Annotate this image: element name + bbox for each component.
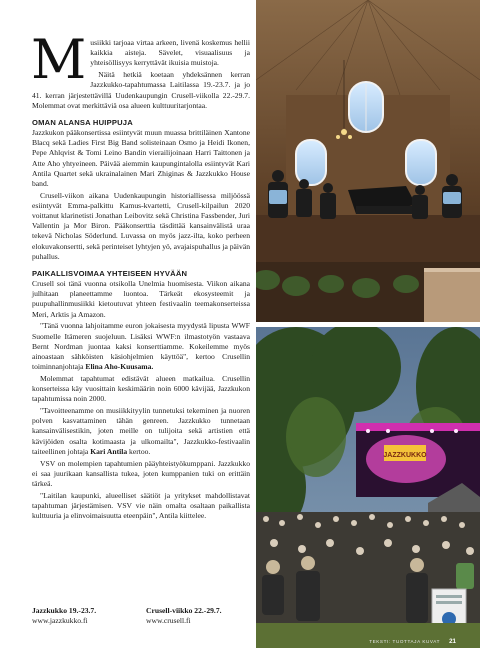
section2-paragraph-5: VSV on molempien tapahtumien pääyhteistyökumppani. Jazzkukko ei saa juurikaan kansallista tukea, joten kumppanien tuki on erittäin tärkeä.	[32, 458, 250, 488]
footer-event-jazzkukko: Jazzkukko 19.-23.7.	[32, 606, 97, 615]
intro-paragraph-2: Näitä hetkiä koetaan yhdeksännen kerran Jazzkukko-tapahtumassa Laitilassa 19.-23.7. ja jo 41. kerran järjestettävillä Uudenkaupungin Crusell-viikolla 22.-29.7. Molemmat ovat merkittäviä osa alueen kulttuuritarjontaa.	[32, 70, 250, 110]
person-name-antila: Kari Antila	[90, 446, 128, 456]
section-heading-paikallisvoimaa: PAIKALLISVOIMAA YHTEISEEN HYVÄÄN	[32, 269, 188, 279]
section1-paragraph-1: Jazzkukon pääkonsertissa esiintyvät muun muassa brittiläinen Xantone Blacq sekä Ladies First Big Band solisteinaan Osmo ja Heidi Ikonen, Pepe Ahlqvist & Tomi Leino Bandin vierailijoinaan Harri Taittonen ja Atte Aho yhtyeineen. Päivää aiemmin kaupungintalolla esiintyvät Kari Antila Quartet sekä ukrainalainen Mari Zhiginas & Jazzkukko House band.	[32, 127, 250, 188]
article-text-column	[31, 28, 250, 523]
quote-text: "Tänä vuonna lahjoitamme euron jokaisesta myydystä lipusta WWF Suomelle Itämeren suojeluun. Lisäksi WWF:n ilmastotyön vastaava Bernt Nordman juontaa kaksi konserttiamme. Kokeilemme myös ainoastaan sähköisten käsiohjelmien käyttöä", kertoo Crusellin toiminnanjohtaja	[32, 321, 250, 372]
intro-block	[31, 28, 250, 111]
intro-paragraph-1: usiikki tarjoaa virtaa arkeen, livenä koskemus hellii kaikkia aisteja. Sävelet, visuaalisuus ja yhteisöllisyys kerryttävät ikuisia muistoja.	[90, 38, 250, 68]
footer-event-crusell: Crusell-viikko 22.-29.7.	[146, 606, 222, 615]
section2-paragraph-1: Crusell soi tänä vuonna otsikolla Unelmia huomisesta. Viikon aikana julhitaan planeettamme luontoa. Tärkeät ekosysteemit ja puupuhallinmusiikki kietoutuvat yhteen festivaalin teemakonserteissa Meri, Arktis ja Amazon.	[32, 279, 250, 319]
person-name-aho-kuusama: Elina Aho-Kuusama.	[85, 362, 154, 372]
section2-paragraph-2	[32, 321, 250, 372]
section-heading-huippuja: OMAN ALANSA HUIPPUJA	[32, 117, 133, 127]
quote-tail: kertoo.	[129, 446, 151, 456]
outdoor-festival-photo	[256, 327, 480, 648]
section2-paragraph-3: Molemmat tapahtumat edistävät alueen matkailua. Crusellin konserteissa käy vuosittain keskimäärin noin 6000 kävijää, Jazzkukon tapahtumissa noin 2000.	[32, 373, 250, 404]
section1-paragraph-2: Crusell-viikon aikana Uudenkaupungin historiallisessa miljöössä esiintyvät Emma-palkittu Kamus-kvartetti, Crusell-kilpailun 2020 voittanut klarinetisti Jonathan Leibovitz sekä Christina Fassbender, Juri Vallentin ja Mor Biron. Pääkonserttia täsdittää kansainvälistä uraa tekevä Nicholas Söderlund. Luvassa on myös jazz-ilta, koko perheen elokuvakonsertti, sekä perinteiset lyhtyjen yö, avajaispuhallus ja päivän puhallus.	[32, 190, 250, 261]
section2-paragraph-6: "Laitilan kaupunki, alueelliset säätiöt ja yritykset mahdollistavat tapahtuman järjestämisen. VSV vie näin omalta osaltaan paikallista kulttuuria ja elinvoimaisuutta eteenpäin", Antila kiittelee.	[32, 490, 250, 521]
outdoor-festival-image	[256, 327, 480, 648]
church-concert-photo	[256, 0, 480, 322]
section2-paragraph-4	[32, 406, 250, 457]
footer-crusell	[146, 606, 222, 626]
photo-caption: TEKSTI: TUOTTAJA KUVAT	[369, 639, 440, 644]
footer-link-crusell[interactable]: www.crusell.fi	[146, 616, 191, 625]
drop-cap: M	[31, 28, 87, 91]
church-concert-image	[256, 0, 480, 322]
quote-text: "Tavoitteenamme on musiikkityylin tunnetuksi tekeminen ja nuoren polven kasvattaminen tähän genreen. Jazzkukko tunnetaan kansainvälisestikin, joten meille on tulijoita sekä artistien että kävijöiden osalta kotimaasta ja ulkomailta", Jazzkukko-festivaalin taiteellinen johtaja	[32, 406, 250, 456]
footer-link-jazzkukko[interactable]: www.jazzkukko.fi	[32, 616, 88, 625]
stage-banner-text: JAZZKUKKO	[383, 452, 427, 459]
footer-jazzkukko	[32, 606, 96, 626]
page-number: 21	[449, 638, 456, 645]
